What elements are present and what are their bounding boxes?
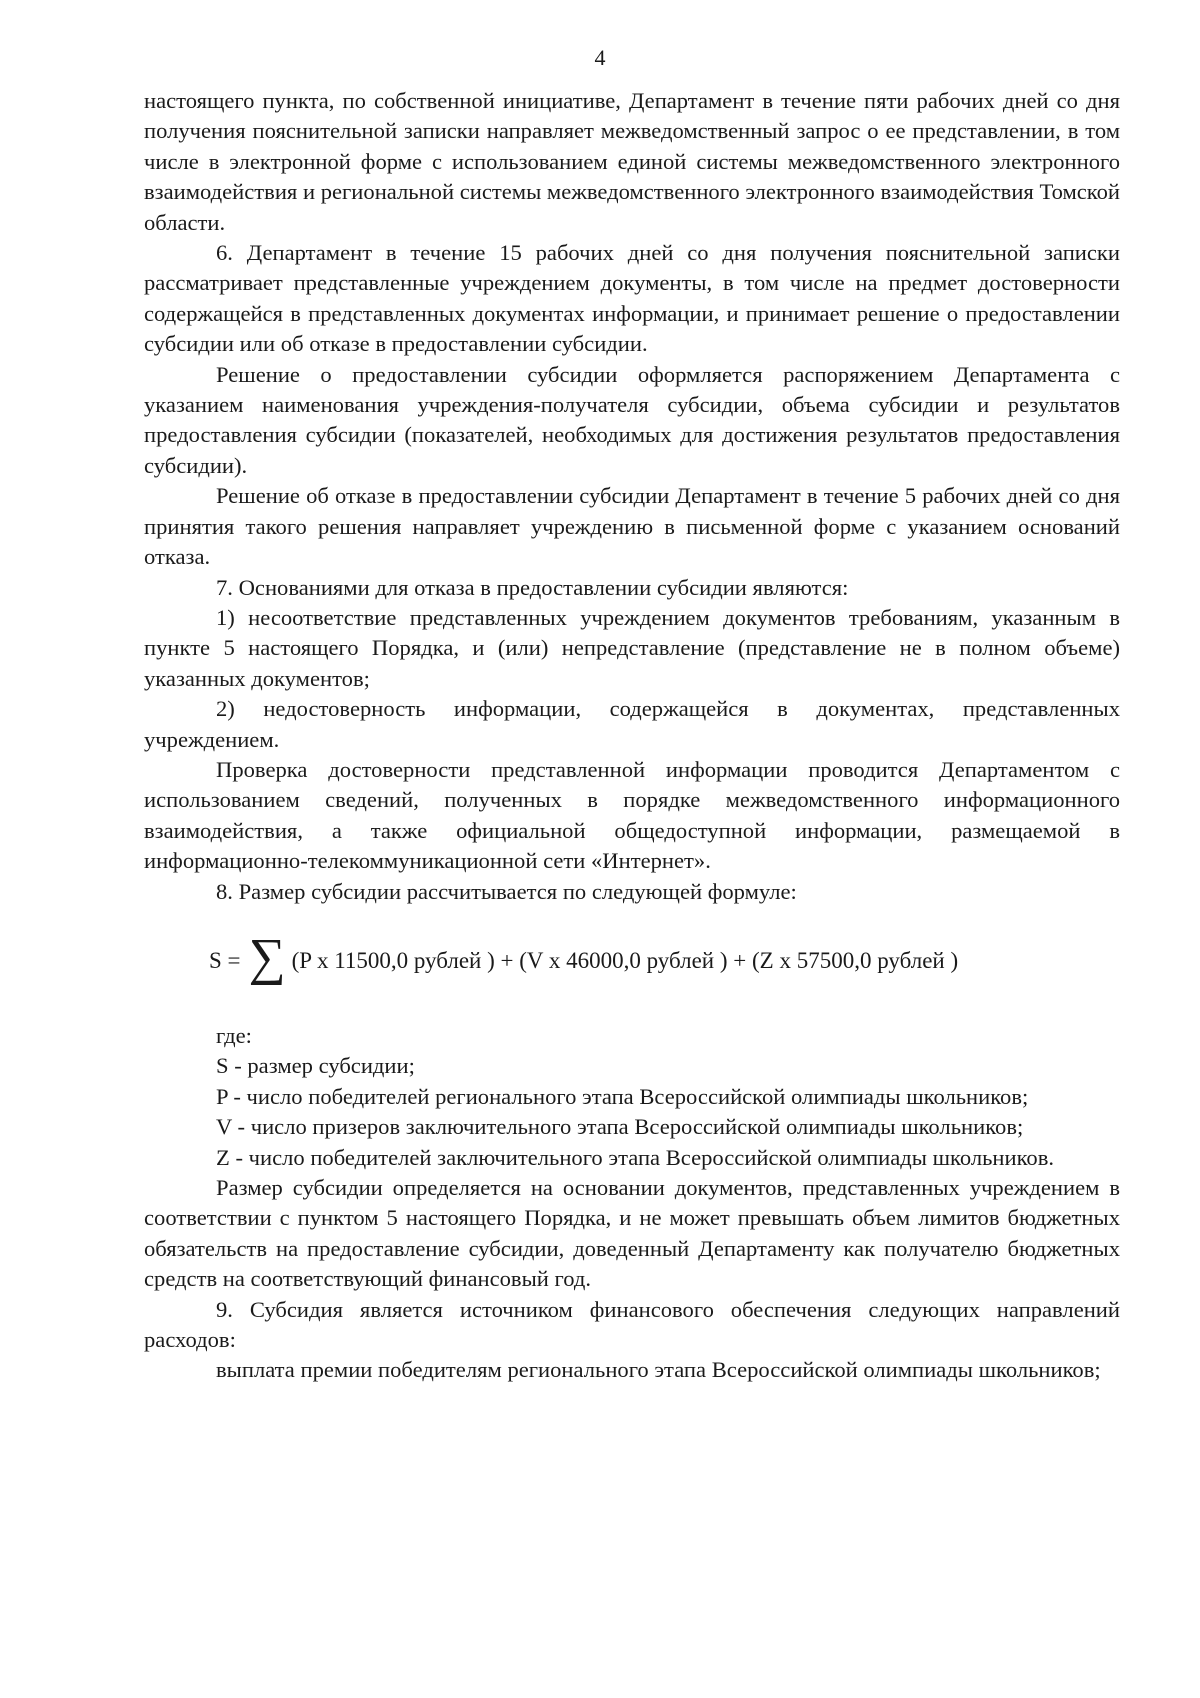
paragraph: Проверка достоверности представленной информации проводится Департаментом с использованием сведений, полученных в порядке межведомственного информационного взаимодействия, а также официальной общедоступной информации, размещаемой в информационно-телекоммуникационной сети «Интернет». — [144, 756, 1120, 874]
paragraph: Решение об отказе в предоставлении субсидии Департамент в течение 5 рабочих дней со дня принятия такого решения направляет учреждению в письменной форме с указанием оснований отказа. — [144, 483, 1120, 570]
paragraph: S - размер субсидии; — [216, 1053, 415, 1079]
paragraph: 6. Департамент в течение 15 рабочих дней со дня получения пояснительной записки рассматривает представленные учреждением документы, в том числе на предмет достоверности содержащейся в представленных документах информации, и принимает решение о предоставлении субсидии или об отказе в предоставлении субсидии. — [144, 240, 1120, 357]
paragraph: V - число призеров заключительного этапа Всероссийской олимпиады школьников; — [216, 1114, 1024, 1140]
formula-lhs: S = — [209, 947, 241, 973]
page-number: 4 — [594, 45, 606, 70]
paragraph: настоящего пункта, по собственной инициативе, Департамент в течение пяти рабочих дней со дня получения пояснительной записки направляет межведомственный запрос о ее представлении, в том числе в электронной форме с использованием единой системы межведомственного электронного взаимодействия и региональной системы межведомственного электронного взаимодействия Томской области. — [144, 88, 1120, 235]
sigma-symbol: ∑ — [248, 928, 286, 986]
paragraph: 1) несоответствие представленных учреждением документов требованиям, указанным в пункте 5 настоящего Порядка, и (или) непредставление (представление не в полном объеме) указанных документов; — [144, 604, 1120, 691]
paragraph: 7. Основаниями для отказа в предоставлении субсидии являются: — [216, 574, 849, 600]
paragraph: выплата премии победителям регионального этапа Всероссийской олимпиады школьников; — [216, 1357, 1101, 1383]
subsidy-formula — [144, 921, 1120, 1013]
paragraphs-bottom — [144, 1021, 1120, 1386]
paragraph: 2) недостоверность информации, содержащейся в документах, представленных учреждением. — [144, 696, 1120, 752]
paragraph: 8. Размер субсидии рассчитывается по следующей формуле: — [216, 878, 797, 904]
formula-line — [209, 928, 959, 986]
paragraph: Z - число победителей заключительного этапа Всероссийской олимпиады школьников. — [216, 1144, 1055, 1170]
document-body — [144, 86, 1120, 1386]
paragraph: Размер субсидии определяется на основании документов, представленных учреждением в соответствии с пунктом 5 настоящего Порядка, и не может превышать объем лимитов бюджетных обязательств на предоставление субсидии, доведенный Департаменту как получателю бюджетных средств на соответствующий финансовый год. — [144, 1175, 1120, 1292]
paragraph: P - число победителей регионального этапа Всероссийской олимпиады школьников; — [216, 1083, 1029, 1109]
paragraph: Решение о предоставлении субсидии оформляется распоряжением Департамента с указанием наименования учреждения-получателя субсидии, объема субсидии и результатов предоставления субсидии (показателей, необходимых для достижения результатов предоставления субсидии). — [144, 361, 1120, 478]
paragraph: где: — [216, 1022, 252, 1048]
formula-rhs: (P x 11500,0 рублей ) + (V x 46000,0 рублей ) + (Z x 57500,0 рублей ) — [291, 947, 959, 973]
paragraph: 9. Субсидия является источником финансового обеспечения следующих направлений расходов: — [144, 1296, 1120, 1353]
paragraphs-top — [144, 86, 1120, 907]
